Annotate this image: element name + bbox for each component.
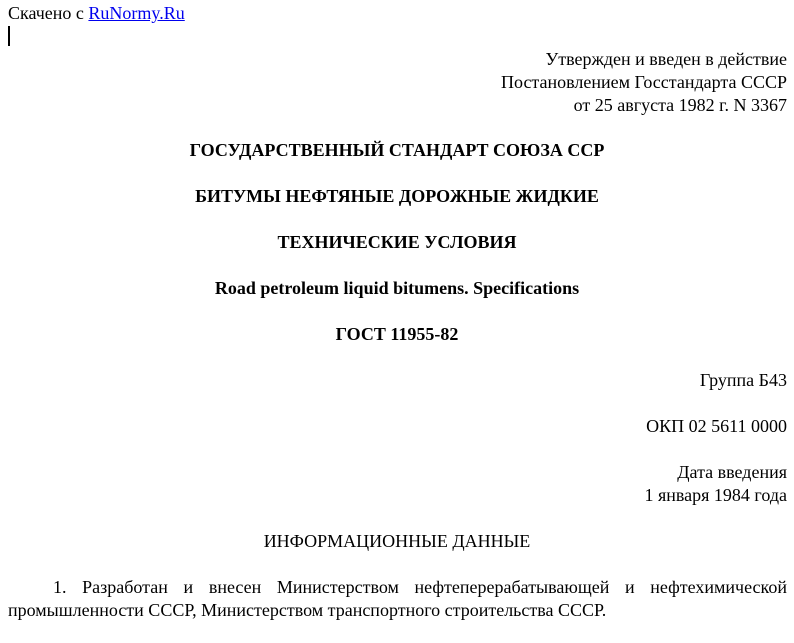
info-heading: ИНФОРМАЦИОННЫЕ ДАННЫЕ bbox=[263, 531, 531, 551]
approval-line-2: Постановлением Госстандарта СССР bbox=[501, 72, 787, 92]
english-title: Road petroleum liquid bitumens. Specifications bbox=[214, 278, 580, 298]
info-item-1: 1. Разработан и внесен Министерством нефтеперерабатывающей и нефтехимической промышленности СССР, Министерством транспортного строительства СССР. bbox=[8, 577, 787, 620]
approval-line-1: Утвержден и введен в действие bbox=[545, 49, 787, 69]
source-line bbox=[8, 3, 185, 23]
conditions-title: ТЕХНИЧЕСКИЕ УСЛОВИЯ bbox=[277, 232, 517, 252]
group-code: Группа Б43 bbox=[699, 370, 787, 390]
text-cursor bbox=[8, 26, 10, 46]
approval-line-3: от 25 августа 1982 г. N 3367 bbox=[573, 95, 787, 115]
gost-number: ГОСТ 11955-82 bbox=[335, 324, 459, 344]
source-prefix: Скачено с bbox=[8, 3, 89, 23]
intro-date-label: Дата введения bbox=[677, 462, 787, 482]
source-link[interactable]: RuNormy.Ru bbox=[88, 3, 185, 23]
approval-block bbox=[501, 48, 787, 117]
product-title: БИТУМЫ НЕФТЯНЫЕ ДОРОЖНЫЕ ЖИДКИЕ bbox=[195, 186, 599, 206]
okp-code: ОКП 02 5611 0000 bbox=[646, 416, 787, 436]
intro-date-value: 1 января 1984 года bbox=[644, 485, 787, 505]
standard-title: ГОСУДАРСТВЕННЫЙ СТАНДАРТ СОЮЗА ССР bbox=[189, 140, 605, 160]
